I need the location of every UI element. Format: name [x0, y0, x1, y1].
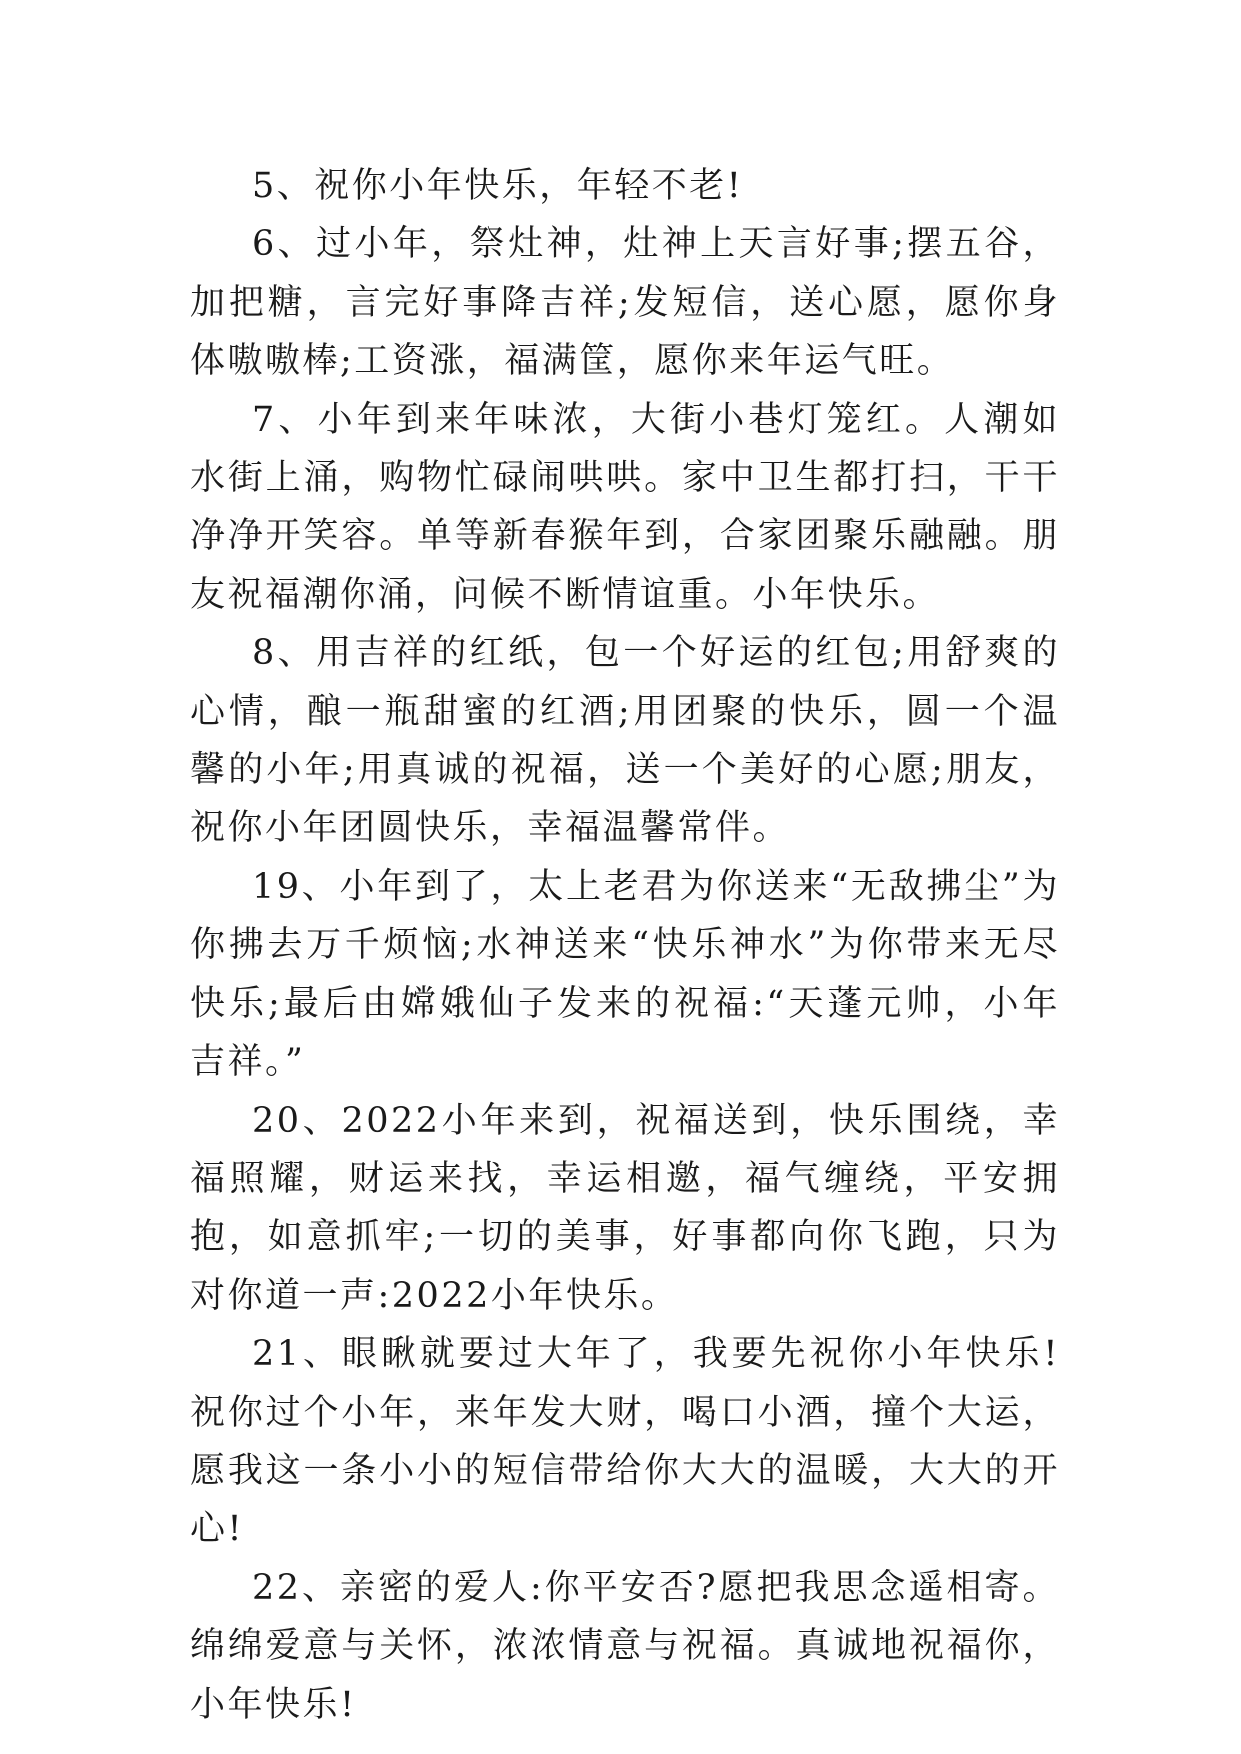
- paragraph-21: 21、眼瞅就要过大年了，我要先祝你小年快乐!祝你过个小年，来年发大财，喝口小酒，撞个大运，愿我这一条小小的短信带给你大大的温暖，大大的开心!: [190, 1334, 1060, 1550]
- paragraph-7: 7、小年到来年味浓，大街小巷灯笼红。人潮如水街上涌，购物忙碌闹哄哄。家中卫生都打扫，干干净净开笑容。单等新春猴年到，合家团聚乐融融。朋友祝福潮你涌，问候不断情谊重。小年快乐。: [190, 399, 1060, 615]
- paragraph-6: 6、过小年，祭灶神，灶神上天言好事;摆五谷，加把糖，言完好事降吉祥;发短信，送心愿，愿你身体嗷嗷棒;工资涨，福满筐，愿你来年运气旺。: [190, 224, 1060, 382]
- paragraph-20: 20、2022小年来到，祝福送到，快乐围绕，幸福照耀，财运来找，幸运相邀，福气缠绕，平安拥抱，如意抓牢;一切的美事，好事都向你飞跑，只为对你道一声:2022小年快乐。: [190, 1100, 1060, 1316]
- paragraph-19: 19、小年到了，太上老君为你送来“无敌拂尘”为你拂去万千烦恼;水神送来“快乐神水”为你带来无尽快乐;最后由嫦娥仙子发来的祝福:“天蓬元帅，小年吉祥。”: [190, 866, 1060, 1083]
- paragraph-22: 22、亲密的爱人:你平安否?愿把我思念遥相寄。绵绵爱意与关怀，浓浓情意与祝福。真诚地祝福你，小年快乐!: [190, 1567, 1060, 1725]
- document-body: [190, 157, 1060, 1734]
- paragraph-8: 8、用吉祥的红纸，包一个好运的红包;用舒爽的心情，酿一瓶甜蜜的红酒;用团聚的快乐，圆一个温馨的小年;用真诚的祝福，送一个美好的心愿;朋友，祝你小年团圆快乐，幸福温馨常伴。: [190, 633, 1060, 849]
- paragraph-5: 5、祝你小年快乐，年轻不老!: [252, 166, 744, 206]
